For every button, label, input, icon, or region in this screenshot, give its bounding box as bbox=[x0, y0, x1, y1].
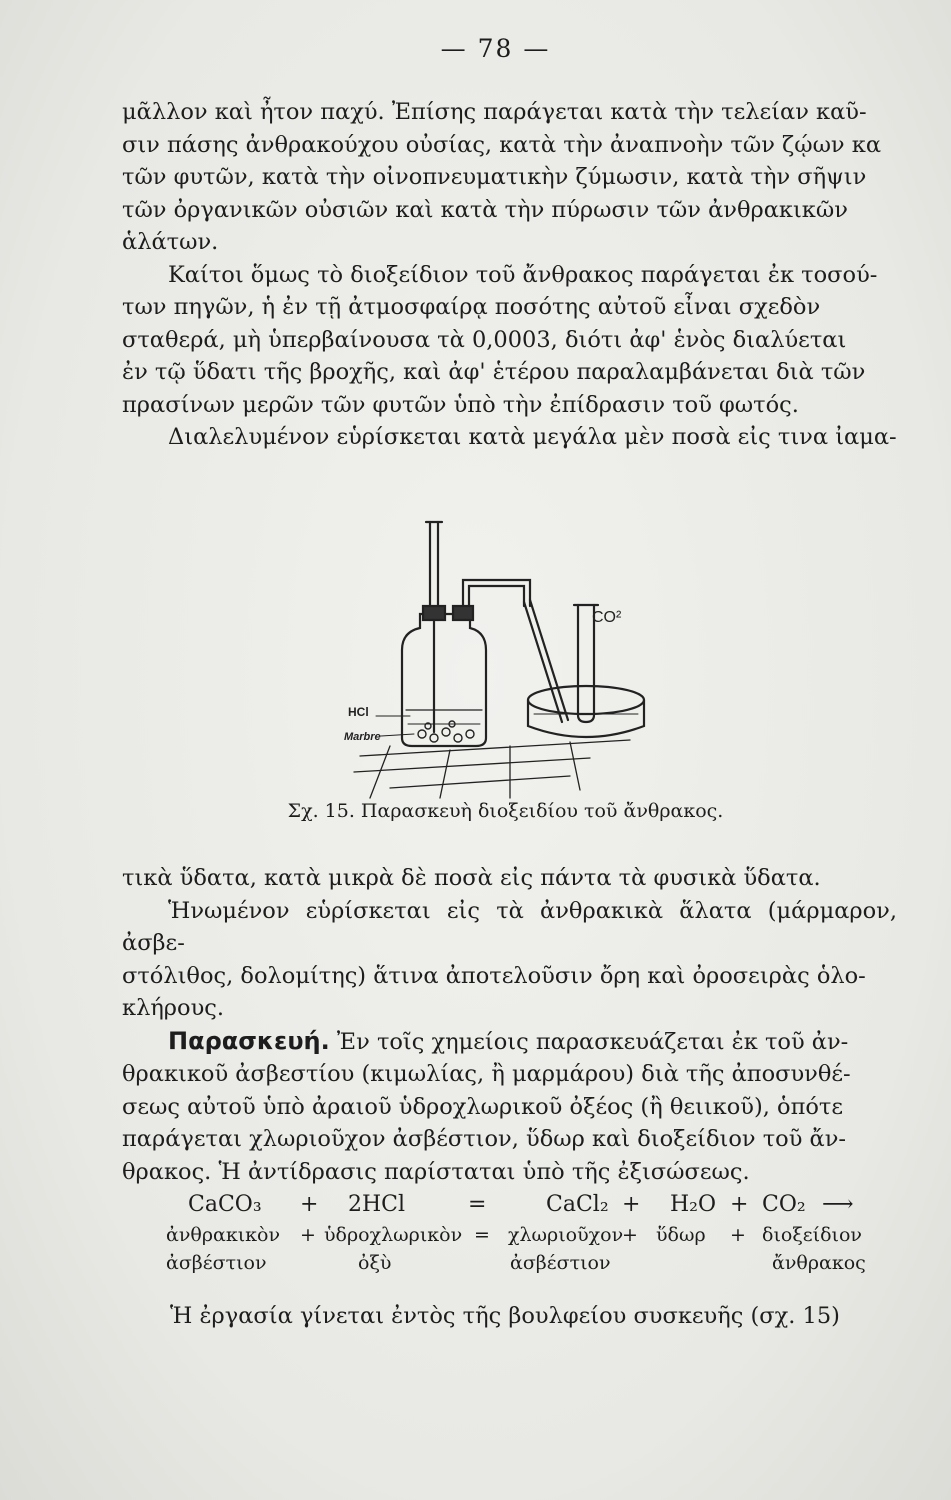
paragraph-1 bbox=[122, 96, 897, 259]
label-co2: CO² bbox=[592, 609, 622, 626]
eq-name: ὀξὺ bbox=[358, 1252, 392, 1274]
figure-caption: Σχ. 15. Παρασκευὴ διοξειδίου τοῦ ἄνθρακος. bbox=[287, 800, 724, 822]
text-line: κλήρους. bbox=[122, 995, 225, 1021]
text-line-final: Ἡ ἐργασία γίνεται ἐντὸς τῆς βουλφείου συσκευῆς (σχ. 15) bbox=[170, 1303, 840, 1329]
text-line: θρακος. Ἡ ἀντίδρασις παρίσταται ὑπὸ τῆς ἐξισώσεως. bbox=[122, 1158, 750, 1185]
paragraph-3-continued bbox=[122, 862, 897, 895]
eq-operator: + bbox=[300, 1224, 316, 1246]
text-line: ἐν τῷ ὕδατι τῆς βροχῆς, καὶ ἀφ' ἑτέρου παραλαμβάνεται διὰ τῶν bbox=[122, 359, 866, 385]
eq-operator: + bbox=[730, 1192, 749, 1217]
text-line: θρακικοῦ ἀσβεστίου (κιμωλίας, ἢ μαρμάρου) διὰ τῆς ἀποσυνθέ- bbox=[122, 1061, 851, 1087]
text-block-bottom bbox=[122, 862, 897, 1188]
text-line: στόλιθος, δολομίτης) ἅτινα ἀποτελοῦσιν ὄρη καὶ ὀροσειρὰς ὁλο- bbox=[122, 962, 866, 989]
apparatus-figure bbox=[330, 510, 660, 800]
paragraph-4 bbox=[122, 895, 897, 1025]
text-line: Ἡνωμένον εὑρίσκεται εἰς τὰ ἀνθρακικὰ ἅλατα (μάρμαρον, ἀσβε- bbox=[122, 897, 897, 956]
eq-term: H₂O bbox=[670, 1192, 717, 1217]
text-line bbox=[122, 1025, 897, 1059]
eq-name: ὕδωρ bbox=[656, 1224, 706, 1246]
equation-names-row-2 bbox=[122, 1252, 902, 1282]
eq-arrow: ⟶ bbox=[822, 1192, 854, 1217]
paragraph-2 bbox=[122, 259, 897, 422]
chemical-equation bbox=[122, 1192, 902, 1292]
text-line: μᾶλλον καὶ ἦτον παχύ. Ἐπίσης παράγεται κατὰ τὴν τελείαν καῦ- bbox=[122, 99, 867, 125]
text-run: Ἐν τοῖς χημείοις παρασκευάζεται ἐκ τοῦ ἀν- bbox=[329, 1028, 849, 1055]
equation-formula-row bbox=[122, 1192, 902, 1222]
text-line: σεως αὐτοῦ ὑπὸ ἀραιοῦ ὑδροχλωρικοῦ ὀξέος (ἢ θειικοῦ), ὁπότε bbox=[122, 1093, 844, 1120]
eq-operator: + bbox=[300, 1192, 319, 1217]
eq-name: ὑδροχλωρικὸν bbox=[324, 1224, 463, 1246]
label-hcl: HCl bbox=[348, 705, 369, 719]
text-line: παράγεται χλωριοῦχον ἀσβέστιον, ὕδωρ καὶ διοξείδιον τοῦ ἄν- bbox=[122, 1126, 847, 1152]
paragraph-3-start bbox=[122, 421, 897, 454]
eq-operator: + bbox=[622, 1224, 638, 1246]
eq-term: CaCl₂ bbox=[546, 1192, 609, 1217]
text-line: σιν πάσης ἀνθρακούχου οὐσίας, κατὰ τὴν ἀναπνοὴν τῶν ζῴων κα bbox=[122, 131, 882, 158]
paragraph-5 bbox=[122, 1025, 897, 1189]
eq-name: ἀνθρακικὸν bbox=[166, 1224, 281, 1246]
equation-names-row bbox=[122, 1224, 902, 1254]
eq-term: CaCO₃ bbox=[188, 1192, 262, 1217]
eq-operator: + bbox=[622, 1192, 641, 1217]
eq-name: χλωριοῦχον bbox=[508, 1224, 624, 1246]
label-marbre: Marbre bbox=[344, 731, 381, 743]
text-block-top bbox=[122, 96, 897, 454]
eq-name: ἀσβέστιον bbox=[166, 1252, 267, 1274]
eq-operator: + bbox=[730, 1224, 746, 1246]
text-line: τῶν φυτῶν, κατὰ τὴν οἰνοπνευματικὴν ζύμωσιν, κατὰ τὴν σῆψιν bbox=[122, 164, 867, 190]
eq-term: CO₂ bbox=[762, 1192, 806, 1217]
text-line: τικὰ ὕδατα, κατὰ μικρὰ δὲ ποσὰ εἰς πάντα τὰ φυσικὰ ὕδατα. bbox=[122, 865, 821, 891]
eq-term: 2HCl bbox=[348, 1192, 406, 1217]
section-heading: Παρασκευή. bbox=[168, 1026, 330, 1055]
eq-name: ἀσβέστιον bbox=[510, 1252, 611, 1274]
text-line: Καίτοι ὅμως τὸ διοξείδιον τοῦ ἄνθρακος παράγεται ἐκ τοσού- bbox=[168, 261, 878, 288]
text-line: ἁλάτων. bbox=[122, 229, 219, 255]
eq-name: ἄνθρακος bbox=[772, 1252, 866, 1274]
text-line: Διαλελυμένον εὑρίσκεται κατὰ μεγάλα μὲν ποσὰ εἰς τινα ἰαμα- bbox=[168, 424, 897, 450]
eq-operator: = bbox=[468, 1192, 487, 1217]
eq-operator: = bbox=[474, 1224, 490, 1246]
text-line: σταθερά, μὴ ὑπερβαίνουσα τὰ 0,0003, διότι ἀφ' ἑνὸς διαλύεται bbox=[122, 326, 847, 353]
text-line: πρασίνων μερῶν τῶν φυτῶν ὑπὸ τὴν ἐπίδρασιν τοῦ φωτός. bbox=[122, 391, 799, 418]
page-number: — 78 — bbox=[440, 34, 551, 63]
eq-name: διοξείδιον bbox=[762, 1224, 862, 1246]
text-line: τῶν ὀργανικῶν οὐσιῶν καὶ κατὰ τὴν πύρωσιν τῶν ἀνθρακικῶν bbox=[122, 196, 848, 223]
text-line: των πηγῶν, ἡ ἐν τῇ ἀτμοσφαίρᾳ ποσότης αὐτοῦ εἶναι σχεδὸν bbox=[122, 294, 821, 320]
